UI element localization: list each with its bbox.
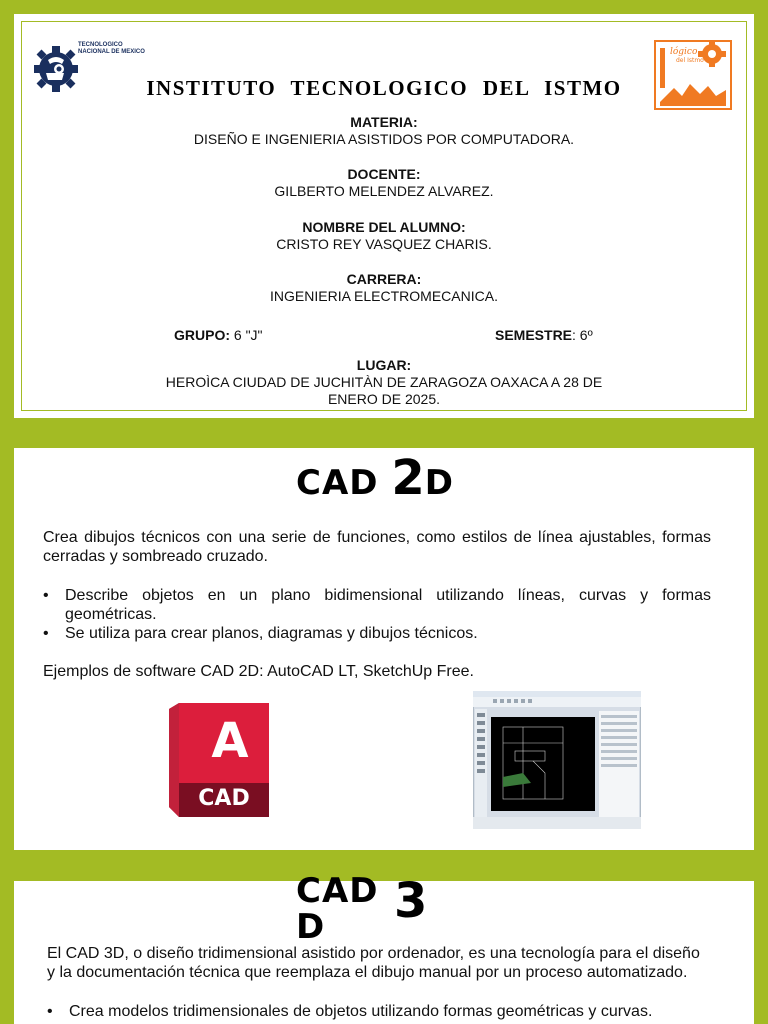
cad3d-bullet-1 <box>47 1002 711 1021</box>
carrera-value: INGENIERIA ELECTROMECANICA. <box>270 288 498 304</box>
carrera-label: CARRERA: <box>346 271 422 287</box>
cad2d-bullet-2 <box>43 624 711 643</box>
grupo-label: GRUPO: <box>174 327 230 343</box>
svg-text:del Istmo: del Istmo <box>676 57 704 64</box>
lugar-line2: ENERO DE 2025. <box>327 391 441 407</box>
cad2d-title-2: 2 <box>391 450 425 506</box>
bullet-mark: • <box>43 587 49 604</box>
institute-title: INSTITUTO TECNOLOGICO DEL ISTMO <box>146 76 622 100</box>
grupo-value: 6 "J" <box>230 327 263 343</box>
alumno-value: CRISTO REY VASQUEZ CHARIS. <box>276 236 492 252</box>
tecnm-logo-text: TECNOLOGICO NACIONAL DE MEXICO <box>78 42 145 55</box>
lugar-label: LUGAR: <box>356 357 412 373</box>
cad2d-title <box>296 450 454 506</box>
cad2d-examples: Ejemplos de software CAD 2D: AutoCAD LT, SketchUp Free. <box>43 663 474 680</box>
cad3d-title-3: 3 <box>394 873 428 929</box>
cad2d-intro: Crea dibujos técnicos con una serie de funciones, como estilos de línea ajustables, formas cerradas y sombreado cruzado. <box>43 529 711 565</box>
cad2d-page <box>14 448 754 850</box>
alumno-field <box>22 219 746 253</box>
cad2d-bullet-1-text: Describe objetos en un plano bidimensional utilizando líneas, curvas y formas geométricas. <box>65 587 711 623</box>
autocad-logo <box>169 703 277 817</box>
docente-label: DOCENTE: <box>347 166 421 182</box>
cad2d-bullet-1 <box>43 586 711 624</box>
materia-value: DISEÑO E INGENIERIA ASISTIDOS POR COMPUTADORA. <box>193 131 575 147</box>
bullet-mark: • <box>47 1003 53 1020</box>
materia-field <box>22 114 746 148</box>
cad3d-title-cad: CAD <box>296 871 379 911</box>
svg-text:lógico: lógico <box>670 47 698 57</box>
cad3d-title <box>296 873 396 909</box>
cad3d-intro: El CAD 3D, o diseño tridimensional asistido por ordenador, es una tecnología para el diseño y la documentación técnica que reemplaza el dibujo manual por un proceso automatizado. <box>47 945 700 981</box>
cad2d-bullet-2-text: Se utiliza para crear planos, diagramas y dibujos técnicos. <box>65 625 478 642</box>
semestre-value: : 6º <box>572 327 593 343</box>
cad3d-page <box>14 871 754 1024</box>
grupo-field <box>174 327 263 343</box>
cad3d-title-d-wrap <box>296 909 325 945</box>
cad2d-title-cad: CAD <box>296 463 392 503</box>
semestre-label: SEMESTRE <box>495 327 573 343</box>
bullet-mark: • <box>43 625 49 642</box>
cad-software-screenshot <box>473 691 641 829</box>
cad3d-title-3-wrap <box>394 873 427 929</box>
materia-label: MATERIA: <box>350 114 418 130</box>
lugar-line1: HEROÌCA CIUDAD DE JUCHITÀN DE ZARAGOZA OAXACA A 28 DE <box>165 374 603 390</box>
lugar-field <box>22 357 746 408</box>
cad2d-title-d: D <box>424 463 454 503</box>
cover-page <box>14 14 754 418</box>
semestre-field <box>495 327 593 343</box>
cad3d-title-d: D <box>296 907 326 947</box>
cad3d-bullet-1-text: Crea modelos tridimensionales de objetos utilizando formas geométricas y curvas. <box>69 1003 653 1020</box>
carrera-field <box>22 271 746 305</box>
autocad-logo-letter: A <box>211 713 249 769</box>
docente-field <box>22 166 746 200</box>
autocad-logo-word: CAD <box>198 786 250 811</box>
cover-border <box>21 21 747 411</box>
alumno-label: NOMBRE DEL ALUMNO: <box>302 219 466 235</box>
docente-value: GILBERTO MELENDEZ ALVAREZ. <box>274 183 494 199</box>
